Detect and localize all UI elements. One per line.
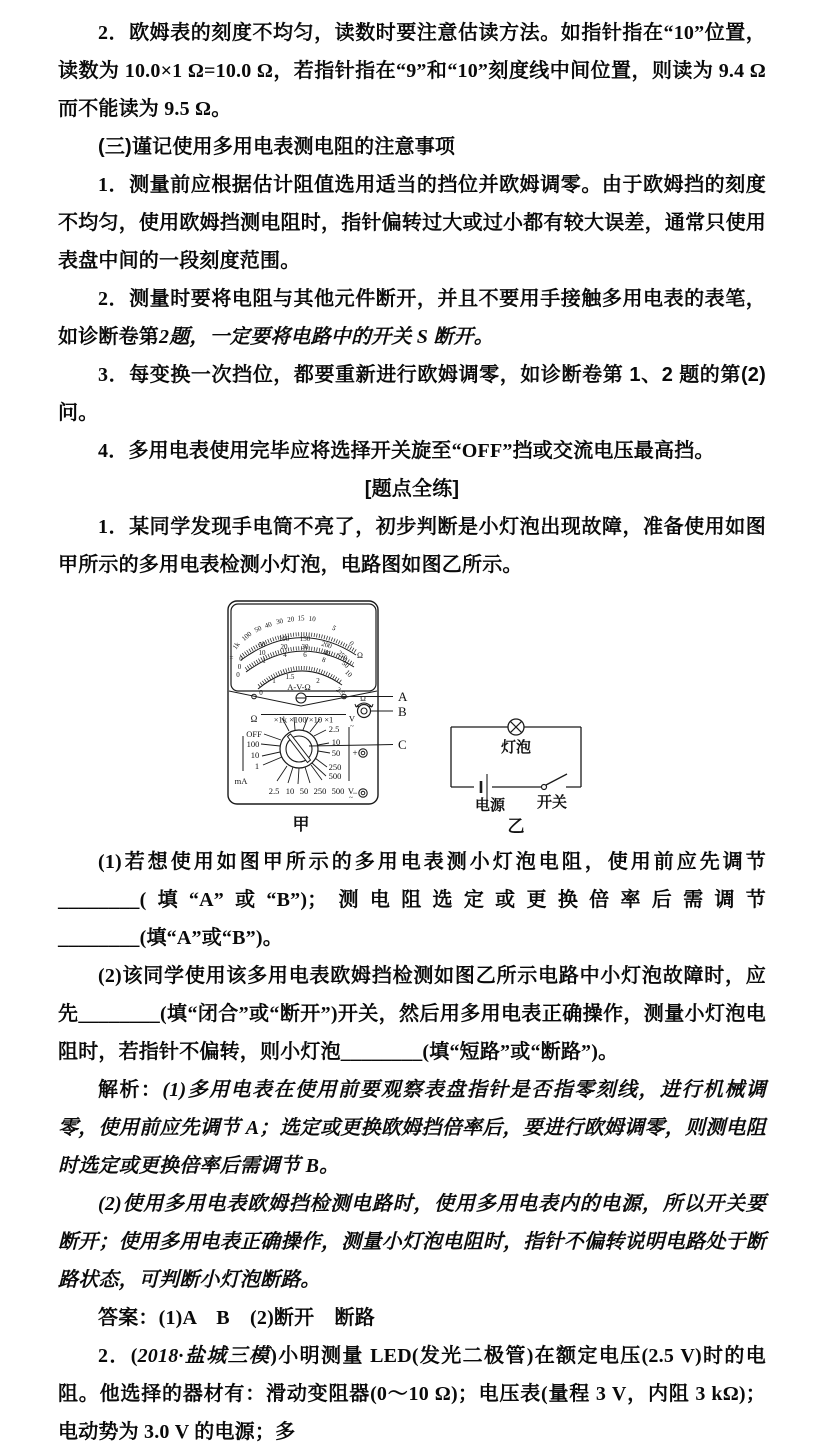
ohm-adjust-knob-center: [361, 708, 367, 714]
para-analysis-2: [58, 1185, 766, 1299]
para-note-3-main: 3．每变换一次挡位，都要重新进行欧姆调零，: [98, 364, 521, 386]
ohm-scale-label: 15: [297, 614, 304, 623]
para-question-1-intro: [58, 508, 766, 584]
dial-zero: 0: [235, 671, 240, 679]
acv-range-label: 2.5: [268, 786, 279, 796]
dc-symbol: =: [229, 654, 233, 662]
lamp-label: 灯泡: [500, 740, 531, 756]
ma-unit-label: mA: [234, 776, 247, 786]
av-omega-label: A-V-Ω: [286, 682, 311, 692]
para-answer: [58, 1299, 766, 1337]
ohm-scale-label: 100: [239, 630, 253, 643]
answer-text: (1)A B (2)断开 断路: [158, 1307, 375, 1329]
figure-jia-caption: 甲: [292, 815, 309, 834]
acv-range-label: 50: [299, 786, 308, 796]
av-scale-label: 1: [271, 677, 276, 685]
av-scale-label: 1.5: [285, 673, 294, 681]
dial-row1: 250: [335, 649, 349, 662]
ohm-scale-label: 40: [263, 620, 273, 631]
dial-row2: 30: [301, 643, 308, 651]
acv-range-label: 10: [285, 786, 294, 796]
acv-range-label: 500: [331, 786, 344, 796]
ohm-adjust-label: Ω: [359, 694, 366, 703]
ohm-scale-label: 5: [330, 623, 337, 633]
acv-unit-label: V: [347, 786, 354, 796]
callout-c-label: C: [397, 737, 407, 752]
circuit-wires: [451, 727, 581, 787]
para-q2-body: )小明测量 LED(发光二极管)在额定电压(2.5 V)时的电阻。他选择的器材有：滑动变阻器(0～10 Ω)；电压表(量程 3 V，内阻 3 kΩ)；电动势为 3.0 V 的电源；多: [58, 1345, 766, 1443]
switch-blade: [546, 774, 567, 785]
analysis-1-text: (1)多用电表在使用前要观察表盘指针是否指零刻线，进行机械调零，使用前应先调节 A；选定或更换欧姆挡倍率后，要进行欧姆调零，则测电阻时选定或更换倍率后需调节 B。: [58, 1079, 766, 1177]
ohm-scale-label: 10: [307, 614, 316, 624]
battery-label: 电源: [474, 798, 505, 814]
dial-zero: 0: [237, 663, 241, 671]
ohm-unit-label: Ω: [356, 651, 363, 660]
av-scale-label: 2: [315, 677, 320, 685]
ma-range-label: 10: [250, 750, 259, 760]
para-note-2-kai: 2题，一定要将电路中的开关 S 断开。: [159, 326, 494, 348]
analysis-2-text: (2)使用多用电表欧姆挡检测电路时，使用多用电表内的电源，所以开关要断开；使用多用电表正确操作，测量小灯泡电阻时，指针不偏转说明电路处于断路状态，可判断小灯泡断路。: [58, 1193, 766, 1291]
v-range-label: 50: [331, 748, 340, 758]
dial-zero: 0: [238, 655, 243, 663]
para-note-4: [58, 432, 766, 470]
practice-heading: [58, 470, 766, 508]
dial-row2: 10: [258, 649, 265, 657]
callout-a-label: A: [397, 689, 407, 704]
multiplier-labels: ×1k ×100 ×10 ×1: [273, 714, 333, 725]
para-q2-source: 2018·盐城三模: [137, 1345, 271, 1367]
ohm-scale-label: 30: [274, 616, 284, 627]
para-question-2: [58, 1337, 766, 1451]
dial-row2: 20: [280, 643, 287, 651]
v-range-label: 10: [331, 737, 340, 747]
v-range-label: 500: [328, 771, 341, 781]
para-analysis-1: [58, 1071, 766, 1185]
ohm-scale-label: 20: [286, 615, 295, 624]
para-note-4-text: 4．多用电表使用完毕应将选择开关旋至“OFF”挡或交流电压最高挡。: [98, 440, 715, 462]
figure-yi-caption: 乙: [507, 817, 524, 835]
vac-tilde: ~: [349, 722, 354, 731]
dial-row2: 40: [321, 648, 331, 659]
v-range-label: 2.5: [328, 724, 339, 734]
vac-label: V: [348, 713, 355, 724]
para-note-2-ref: 如诊断卷第: [58, 326, 159, 348]
ohm-scale-label: 0: [346, 639, 355, 648]
para-note-3: [58, 356, 766, 432]
terminal-positive-center: [361, 751, 365, 755]
ohm-scale-label: 50: [252, 624, 263, 635]
dial-row1: 50: [258, 641, 265, 649]
para-q1-blank-2: [58, 957, 766, 1071]
para-note-1: [58, 166, 766, 280]
para-q1-blank-1-text: (1)若想使用如图甲所示的多用电表测小灯泡电阻，使用前应先调节________(填“A”或“B”)；测电阻选定或更换倍率后需调节________(填“A”或“B”)。: [58, 851, 766, 949]
figure-multimeter-and-circuit: [58, 600, 766, 835]
selector-spokes-right: [312, 730, 330, 776]
para-ohm-reading: [58, 14, 766, 128]
terminal-positive: [358, 749, 366, 757]
section-heading-text: (三)谨记使用多用电表测电阻的注意事项: [98, 136, 456, 158]
callout-b-label: B: [397, 704, 407, 719]
dial-row1: 100: [278, 635, 289, 643]
answer-label: 答案：: [98, 1307, 159, 1329]
dial-row3: 1: [261, 657, 266, 665]
ma-range-label: 1: [254, 761, 259, 771]
dial-row3: 6: [302, 651, 307, 659]
acv-tilde: ~: [348, 794, 353, 802]
av-scale-label: 2.5: [333, 685, 346, 698]
ma-range-label: 100: [246, 739, 259, 749]
av-scale-label: 0: [258, 689, 263, 697]
switch-label: 开关: [536, 795, 567, 811]
multimeter-figure: [227, 600, 414, 835]
ohm-range-symbol: Ω: [250, 714, 257, 724]
dial-row3: 8: [320, 655, 327, 665]
para-q2-prefix: 2．(: [98, 1345, 138, 1367]
terminal-negative: [358, 789, 366, 797]
para-q1-blank-2-text: (2)该同学使用该多用电表欧姆挡检测如图乙所示电路中小灯泡故障时，应先________(填“闭合”或“断开”)开关，然后用多用电表正确操作，测量小灯泡电阻时，若指针不偏转，则小灯泡________(填“短路”或“断路”)。: [58, 965, 766, 1063]
selector-spokes-left: [261, 734, 282, 765]
dial-row1: 200: [319, 639, 333, 651]
ohm-adjust-knob: [357, 705, 370, 718]
para-note-1-text: 1．测量前应根据估计阻值选用适当的挡位并欧姆调零。由于欧姆挡的刻度不均匀，使用欧姆挡测电阻时，指针偏转过大或过小都有较大误差，通常只使用表盘中间的一段刻度范围。: [58, 174, 766, 272]
off-position-label: OFF: [245, 729, 262, 739]
dial-row1: 150: [299, 635, 310, 643]
para-question-1-text: 1．某同学发现手电筒不亮了，初步判断是小灯泡出现故障，准备使用如图甲所示的多用电表检测小灯泡，电路图如图乙所示。: [58, 516, 766, 576]
dial-row3: 4: [282, 651, 287, 659]
acv-range-label: 250: [313, 786, 326, 796]
dial-row3: 10: [342, 668, 354, 679]
v-range-label: 250: [328, 762, 341, 772]
lamp-cross: [510, 721, 521, 732]
practice-heading-text: [题点全练]: [364, 478, 460, 500]
positive-sign: +: [351, 748, 358, 758]
dial-row2: 50: [339, 659, 351, 670]
section-heading-notes: [58, 128, 766, 166]
para-ohm-reading-text: 2．欧姆表的刻度不均匀，读数时要注意估读方法。如指针指在“10”位置，读数为 10.0×1 Ω=10.0 Ω，若指针指在“9”和“10”刻度线中间位置，则读为 9.4 Ω 而不能读为 9.5 Ω。: [58, 22, 766, 120]
switch-pivot: [541, 785, 546, 790]
ohm-scale-label: 1k: [230, 640, 242, 652]
negative-sign: −: [351, 788, 358, 798]
para-note-2: [58, 280, 766, 356]
para-note-3-ref: 如诊断卷第 1、2 题的第(2)问。: [58, 364, 766, 424]
para-q1-blank-1: [58, 843, 766, 957]
para-note-2-main: 2．测量时要将电阻与其他元件断开，并且不要用手接触多用电表的表笔，: [98, 288, 766, 310]
analysis-label: 解析：: [98, 1079, 163, 1101]
circuit-figure: [448, 717, 598, 835]
terminal-negative-center: [361, 791, 365, 795]
